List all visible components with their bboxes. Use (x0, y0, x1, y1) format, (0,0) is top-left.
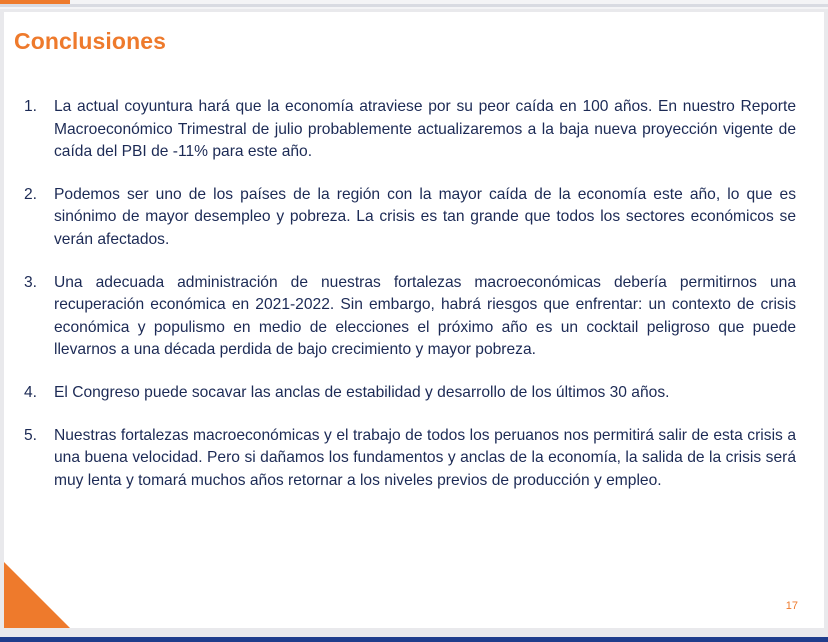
list-item-number: 4. (24, 383, 38, 401)
list-item (24, 382, 796, 405)
list-item-number: 5. (24, 426, 38, 444)
list-item-number: 3. (24, 273, 38, 291)
previous-slide-border (0, 4, 828, 7)
slide (4, 12, 824, 628)
conclusions-list (24, 96, 796, 512)
list-item-number: 2. (24, 185, 38, 203)
list-item-text: Una adecuada administración de nuestras fortalezas macroeconómicas debería permitirnos una recuperación económica en 2021-2022. Sin embargo, habrá riesgos que enfrentar: un contexto de crisis económica y populismo en medio de elecciones el próximo año es un cocktail peligroso que puede llevarnos a una década perdida de bajo crecimiento y mayor pobreza. (54, 273, 796, 359)
corner-accent-triangle (4, 562, 70, 628)
previous-slide-edge (0, 0, 828, 9)
list-item-text: La actual coyuntura hará que la economía atraviese por su peor caída en 100 años. En nuestro Reporte Macroeconómico Trimestral de julio probablemente actualizaremos a la baja nueva proyección vigente de caída del PBI de -11% para este año. (54, 98, 796, 161)
list-item-text: El Congreso puede socavar las anclas de estabilidad y desarrollo de los últimos 30 años. (54, 383, 670, 401)
list-item (24, 184, 796, 252)
page-number: 17 (785, 600, 798, 612)
next-slide-edge (0, 637, 828, 642)
list-item-text: Nuestras fortalezas macroeconómicas y el trabajo de todos los peruanos nos permitirá salir de esta crisis a una buena velocidad. Pero si dañamos los fundamentos y anclas de la economía, la salida de la crisis será muy lenta y tomará muchos años retornar a los niveles previos de producción y empleo. (54, 426, 796, 489)
slide-title: Conclusiones (14, 28, 167, 54)
list-item-text: Podemos ser uno de los países de la región con la mayor caída de la economía este año, lo que es sinónimo de mayor desempleo y pobreza. La crisis es tan grande que todos los sectores económicos se verán afectados. (54, 185, 796, 248)
list-item-number: 1. (24, 98, 38, 115)
slide-gap (0, 628, 828, 637)
list-item (24, 96, 796, 164)
list-item (24, 425, 796, 493)
list-item (24, 272, 796, 362)
